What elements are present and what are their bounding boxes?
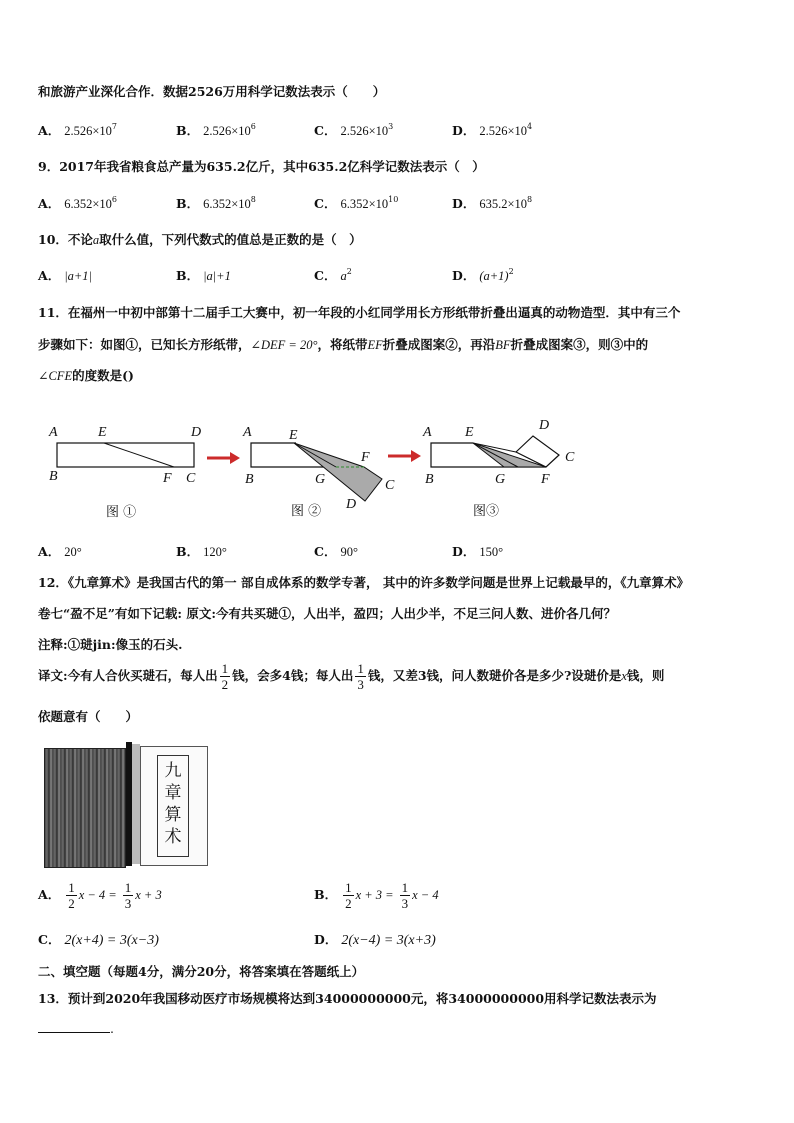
q13-line1: 13．预计到2020年我国移动医疗市场规模将达到34000000000元，将34000000000用科学记数法表示为: [38, 991, 657, 1006]
q11-line2: 步骤如下：如图①，已知长方形纸带，∠DEF = 20°，将纸带EF折叠成图案②，再沿BF折叠成图案③，则③中的: [38, 337, 649, 352]
fig2-caption: 图 ②: [291, 504, 322, 519]
q12-line3: 注释:①琎jin:像玉的石头.: [38, 637, 183, 652]
arrow-2: [388, 450, 421, 462]
fig3-shaded-part: [473, 443, 546, 467]
q11-option-d: D． 150°: [452, 544, 504, 559]
fig3-label-f: F: [541, 472, 550, 487]
fig2-label-f: F: [361, 450, 370, 465]
q8-option-d: D． $2.526\times 10^4$: [452, 122, 533, 138]
q11-option-c: C． 90°: [314, 544, 358, 559]
fig2-label-a: A: [243, 425, 252, 440]
fig1-caption: 图 ①: [106, 505, 137, 520]
q10-option-a: A． |a+1|: [38, 268, 92, 283]
fig3-label-d: D: [539, 418, 550, 433]
fig2-label-e: E: [289, 428, 298, 443]
q12-line5: 依题意有（ ）: [38, 709, 139, 724]
section-2-heading: 二、填空题（每题4分，满分20分，将答案填在答题纸上）: [38, 964, 365, 979]
fig3-caption: 图③: [473, 504, 500, 519]
fig3-label-a: A: [423, 425, 432, 440]
q13-answer-blank: .: [38, 1020, 114, 1036]
fig2-label-g: G: [315, 472, 326, 487]
fig2-label-b: B: [245, 472, 254, 487]
q8-option-a: A． $2.526\times 10^7$: [38, 122, 117, 138]
q12-line2: 卷七“盈不足”有如下记载: 原文:今有共买琎①，人出半，盈四；人出少半，不足三问人数、进价各几何？: [38, 606, 616, 621]
q9-text: 9．2017年我省粮食总产量为635.2亿斤，其中635.2亿科学记数法表示（ ）: [38, 159, 485, 174]
fig2-label-c: C: [385, 478, 395, 493]
book-image: [44, 742, 208, 868]
fig3-diagram: [431, 436, 559, 467]
q12-line4: 译文:今有人合伙买琎石，每人出 $\frac{1}{2}$ 钱，会多4钱；每人出 $\frac{1}{3}$ 钱，又差3钱，问人数琎价各是多少?设琎价是x钱，则: [38, 661, 665, 692]
fig1-label-c: C: [186, 471, 196, 486]
fraction-half: $\frac{1}{2}$: [221, 661, 229, 692]
arrow-1: [207, 452, 240, 464]
q12-option-c: C． 2(x+4) = 3(x−3): [38, 932, 159, 948]
q9-option-d: D． $635.2\times 10^8$: [452, 195, 533, 211]
book-page-scan: [44, 748, 126, 868]
fig1-label-a: A: [49, 425, 58, 440]
q10-option-b: B． |a|+1: [176, 268, 231, 283]
q9-option-b: B． $6.352\times 10^8$: [176, 195, 256, 211]
q8-text: 和旅游产业深化合作．数据2526万用科学记数法表示（ ）: [38, 84, 386, 99]
q11-line1: 11．在福州一中初中部第十二届手工大赛中，初一年段的小红同学用长方形纸带折叠出逼真的动物造型．其中有三个: [38, 305, 681, 320]
q12-option-d: D． 2(x−4) = 3(x+3): [314, 932, 436, 948]
q9-option-a: A． $6.352\times 10^6$: [38, 195, 117, 211]
q11-line3: ∠CFE的度数是(): [38, 368, 134, 383]
book-title-box: 九 章 算 术: [157, 755, 189, 857]
q9-option-c: C． $6.352\times 10^{10}$: [314, 195, 399, 211]
fig3-label-c: C: [565, 450, 575, 465]
fig1-fold-line: [104, 443, 174, 467]
q8-option-c: C． $2.526\times 10^3$: [314, 122, 394, 138]
q11-option-b: B． 120°: [176, 544, 227, 559]
fig1-label-b: B: [49, 469, 58, 484]
q12-option-b: B． $\frac{1}{2}$ x + 3 = $\frac{1}{3}$ x − 4: [314, 880, 439, 911]
q10-option-c: C． $a^2$: [314, 267, 352, 283]
q10-option-d: D． $(a+1)^2$: [452, 267, 514, 283]
fig3-label-e: E: [465, 425, 474, 440]
q11-option-a: A． 20°: [38, 544, 82, 559]
fig1-label-d: D: [191, 425, 202, 440]
fig1-strip: [57, 443, 194, 467]
fig2-label-d: D: [346, 497, 357, 512]
book-cover: [140, 746, 208, 866]
fig1-diagram: [57, 443, 194, 467]
q10-text: 10．不论a取什么值，下列代数式的值总是正数的是（ ）: [38, 232, 362, 247]
fig3-label-b: B: [425, 472, 434, 487]
fraction-third: $\frac{1}{3}$: [357, 661, 364, 692]
q12-option-a: A． $\frac{1}{2}$ x − 4 = $\frac{1}{3}$ x + 3: [38, 880, 162, 911]
q8-option-b: B． $2.526\times 10^6$: [176, 122, 256, 138]
fig1-label-f: F: [163, 471, 172, 486]
fig3-label-g: G: [495, 472, 506, 487]
q12-line1: 12．《九章算术》是我国古代的第一 部自成体系的数学专著， 其中的许多数学问题是世界上记载最早的，《九章算术》: [38, 575, 690, 590]
fig1-label-e: E: [98, 425, 107, 440]
